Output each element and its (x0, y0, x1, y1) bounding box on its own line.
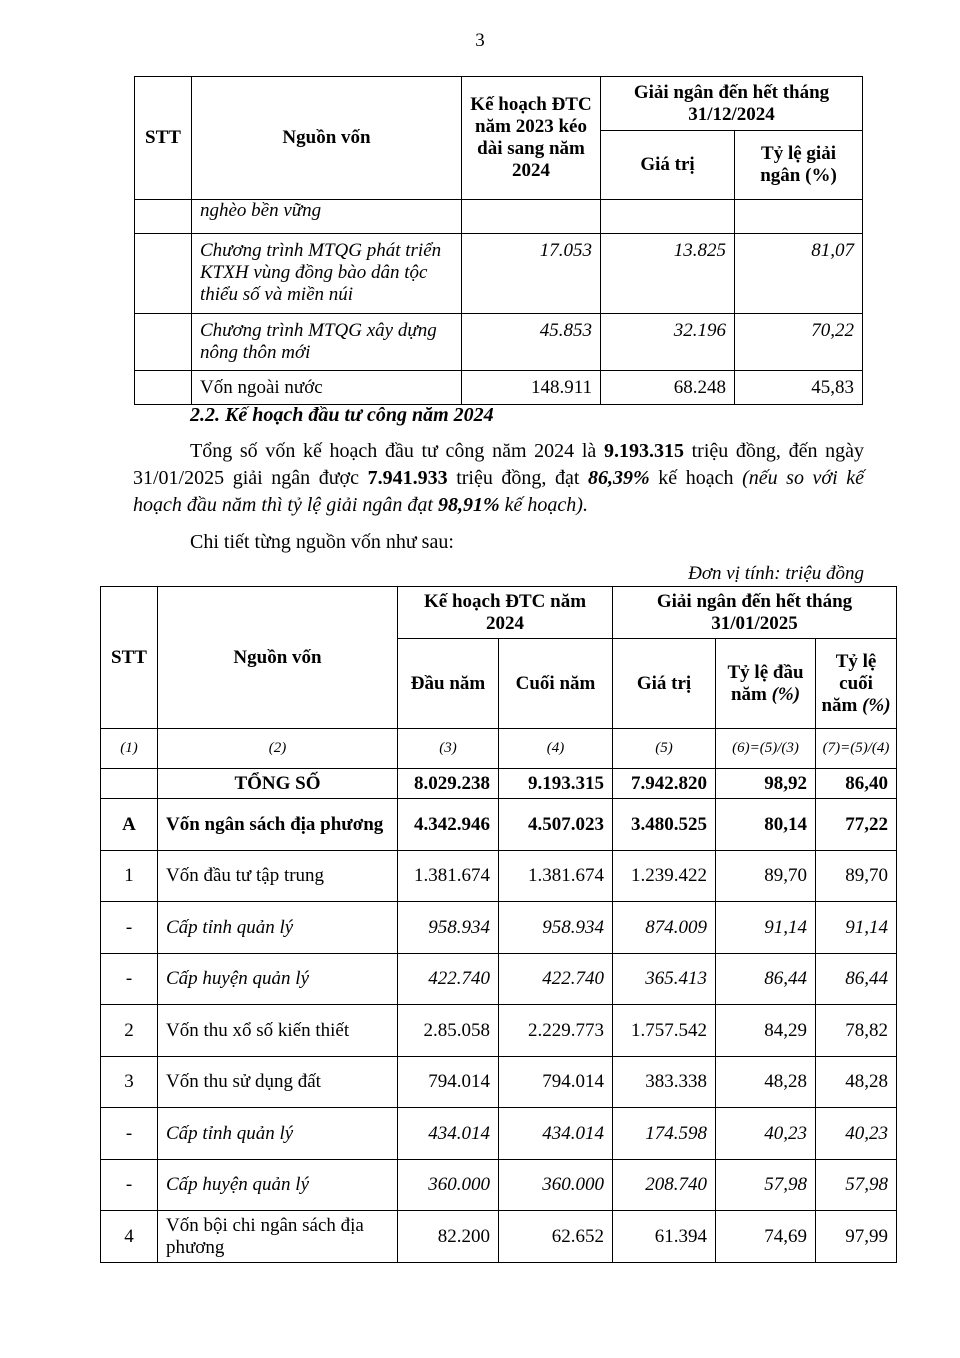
header-rate-end: Tỷ lệ cuối năm (%) (816, 639, 897, 729)
cell-value (601, 200, 735, 234)
header-rate: Tỷ lệ giải ngân (%) (735, 131, 863, 200)
cell-stt (135, 371, 192, 405)
header-stt: STT (135, 77, 192, 200)
cell-rate: 70,22 (735, 314, 863, 371)
section-heading: 2.2. Kế hoạch đầu tư công năm 2024 (190, 404, 494, 426)
cell-name: Vốn thu xổ số kiến thiết (158, 1005, 398, 1057)
page-number: 3 (475, 30, 485, 51)
carryover-plan-table (134, 76, 863, 405)
cell-name: Vốn ngoài nước (192, 371, 462, 405)
header-end-year: Cuối năm (499, 639, 613, 729)
table-row (135, 200, 863, 234)
cell-name: Cấp tỉnh quản lý (158, 1108, 398, 1160)
table-row: 3 Vốn thu sử dụng đất 794.014 794.014 383.338 48,28 48,28 (101, 1057, 897, 1108)
header-disbursement: Giải ngân đến hết tháng 31/12/2024 (601, 77, 863, 131)
cell-name: Chương trình MTQG xây dựng nông thôn mới (200, 320, 437, 363)
unit-label: Đơn vị tính: triệu đồng (688, 563, 864, 584)
cell-name: TỔNG SỐ (158, 769, 398, 799)
cell-plan: 17.053 (462, 234, 601, 314)
header-rate-start: Tỷ lệ đầu năm (%) (716, 639, 816, 729)
header-value: Giá trị (613, 639, 716, 729)
cell-name: Cấp huyện quản lý (158, 954, 398, 1005)
cell-rate (735, 200, 863, 234)
table-row: 1 Vốn đầu tư tập trung 1.381.674 1.381.674 1.239.422 89,70 89,70 (101, 851, 897, 902)
cell-name: Vốn thu sử dụng đất (158, 1057, 398, 1108)
header-plan-2024: Kế hoạch ĐTC năm 2024 (398, 587, 613, 639)
header-source: Nguồn vốn (158, 587, 398, 729)
table-row: - Cấp tỉnh quản lý 434.014 434.014 174.598 40,23 40,23 (101, 1108, 897, 1160)
cell-value: 68.248 (601, 371, 735, 405)
cell-name: nghèo bền vững (192, 200, 462, 234)
cell-stt (135, 200, 192, 234)
table-row (135, 234, 863, 314)
table-row: A Vốn ngân sách địa phương 4.342.946 4.507.023 3.480.525 80,14 77,22 (101, 799, 897, 851)
header-value: Giá trị (601, 131, 735, 200)
cell-rate: 45,83 (735, 371, 863, 405)
table-row: - Cấp huyện quản lý 422.740 422.740 365.413 86,44 86,44 (101, 954, 897, 1005)
summary-paragraph: Tổng số vốn kế hoạch đầu tư công năm 2024 là 9.193.315 triệu đồng, đến ngày 31/01/2025 giải ngân được 7.941.933 triệu đồng, đạt 86,39% kế hoạch (nếu so với kế hoạch đầu năm thì tỷ lệ giải ngân đạt 98,91% kế hoạch). (133, 440, 864, 516)
table-row: 4 Vốn bội chi ngân sách địa phương 82.200 62.652 61.394 74,69 97,99 (101, 1211, 897, 1263)
table-row: 2 Vốn thu xổ số kiến thiết 2.85.058 2.229.773 1.757.542 84,29 78,82 (101, 1005, 897, 1057)
table-row: - Cấp tỉnh quản lý 958.934 958.934 874.009 91,14 91,14 (101, 902, 897, 954)
cell-value: 13.825 (601, 234, 735, 314)
cell-name: Vốn đầu tư tập trung (158, 851, 398, 902)
cell-name: Cấp huyện quản lý (158, 1160, 398, 1211)
header-disbursement: Giải ngân đến hết tháng 31/01/2025 (613, 587, 897, 639)
cell-plan: 45.853 (462, 314, 601, 371)
cell-value: 32.196 (601, 314, 735, 371)
header-source: Nguồn vốn (192, 77, 462, 200)
cell-plan (462, 200, 601, 234)
header-plan-2023: Kế hoạch ĐTC năm 2023 kéo dài sang năm 2024 (462, 77, 601, 200)
plan-2024-table (100, 586, 897, 1263)
cell-name: Vốn bội chi ngân sách địa phương (158, 1211, 398, 1263)
cell-name: Chương trình MTQG phát triển KTXH vùng đồng bào dân tộc thiểu số và miền núi (200, 240, 442, 305)
cell-plan: 148.911 (462, 371, 601, 405)
table-row: - Cấp huyện quản lý 360.000 360.000 208.740 57,98 57,98 (101, 1160, 897, 1211)
table-row (135, 371, 863, 405)
cell-name: Cấp tỉnh quản lý (158, 902, 398, 954)
cell-stt (135, 234, 192, 314)
total-row: TỔNG SỐ 8.029.238 9.193.315 7.942.820 98,92 86,40 (101, 769, 897, 799)
header-start-year: Đầu năm (398, 639, 499, 729)
cell-stt (135, 314, 192, 371)
detail-intro: Chi tiết từng nguồn vốn như sau: (190, 531, 454, 553)
cell-name: Vốn ngân sách địa phương (158, 799, 398, 851)
table-row (135, 314, 863, 371)
cell-rate: 81,07 (735, 234, 863, 314)
index-row: (1) (2) (3) (4) (5) (6)=(5)/(3) (7)=(5)/(4) (101, 729, 897, 769)
header-stt: STT (101, 587, 158, 729)
